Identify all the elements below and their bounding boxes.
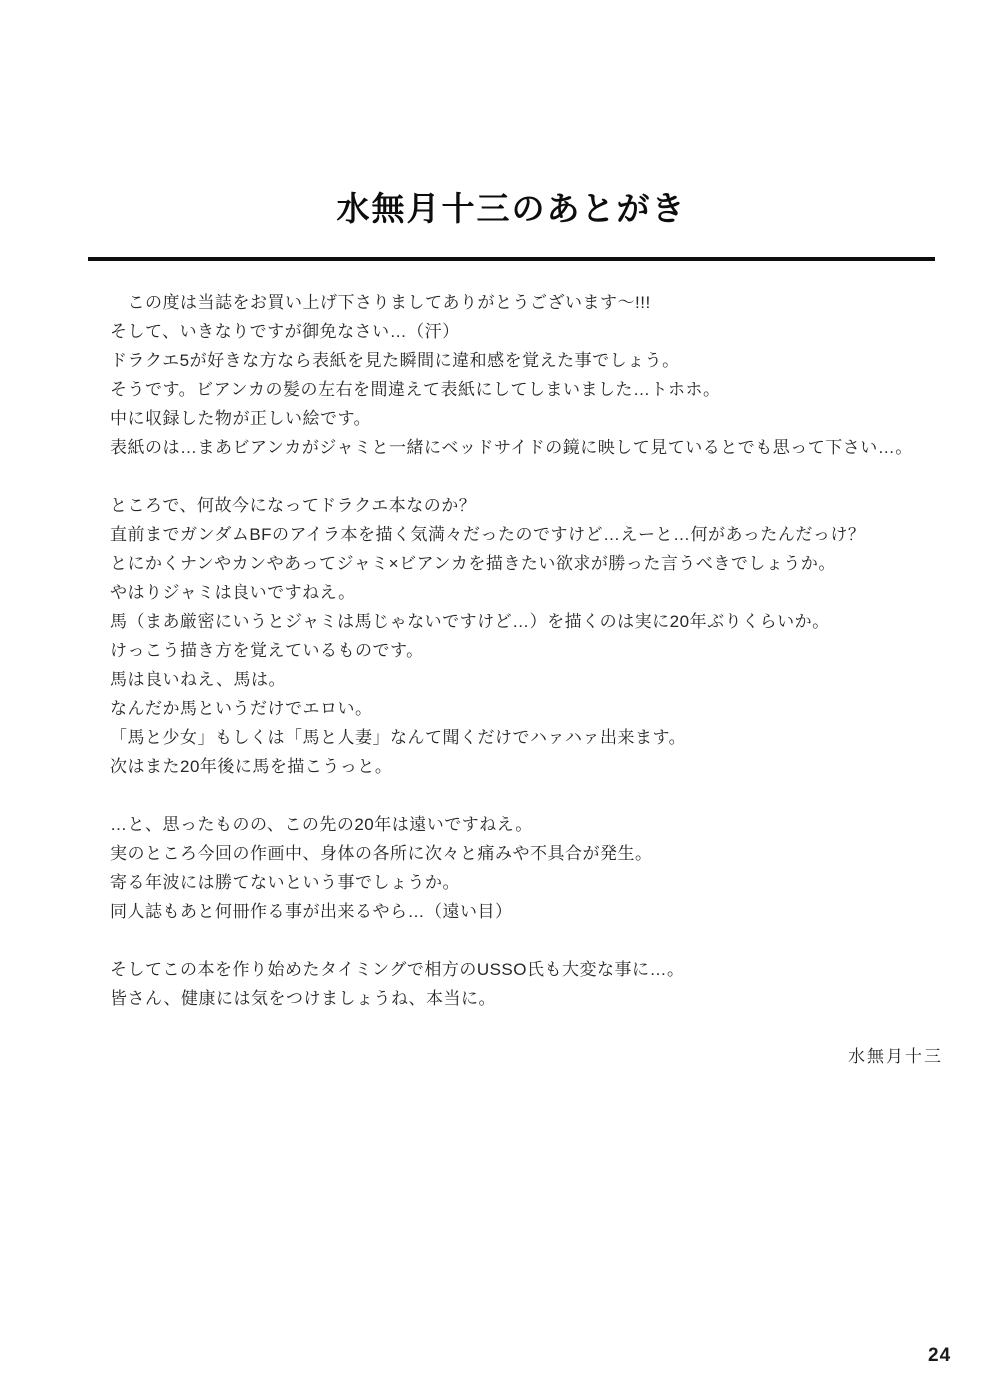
afterword-line: 次はまた20年後に馬を描こうっと。 [110, 757, 393, 776]
afterword-line: なんだか馬というだけでエロい。 [110, 699, 373, 718]
afterword-paragraph-2 [110, 491, 945, 781]
afterword-line: 馬（まあ厳密にいうとジャミは馬じゃないですけど…）を描くのは実に20年ぶりくらいか。 [110, 612, 830, 631]
afterword-body [110, 288, 945, 1071]
afterword-line: …と、思ったものの、この先の20年は遠いですねえ。 [110, 815, 533, 834]
afterword-line: 中に収録した物が正しい絵です。 [110, 409, 372, 428]
afterword-line: 「馬と少女」もしくは「馬と人妻」なんて聞くだけでハァハァ出来ます。 [110, 728, 687, 747]
afterword-line: 皆さん、健康には気をつけましょうね、本当に。 [110, 989, 497, 1008]
afterword-line: けっこう描き方を覚えているものです。 [110, 641, 424, 660]
afterword-line: とにかくナンやカンやあってジャミ×ビアンカを描きたい欲求が勝った言うべきでしょうか。 [110, 554, 836, 573]
afterword-paragraph-3 [110, 810, 945, 926]
afterword-paragraph-1 [110, 288, 945, 462]
afterword-line: 寄る年波には勝てないという事でしょうか。 [110, 873, 460, 892]
afterword-line: やはりジャミは良いですねえ。 [110, 583, 356, 602]
afterword-line: ドラクエ5が好きな方なら表紙を見た瞬間に違和感を覚えた事でしょう。 [110, 351, 680, 370]
afterword-line: 表紙のは…まあビアンカがジャミと一緒にベッドサイドの鏡に映して見ているとでも思って下さい…。 [110, 438, 913, 457]
afterword-line: 馬は良いねえ、馬は。 [110, 670, 287, 689]
author-signature: 水無月十三 [848, 1047, 943, 1066]
afterword-line: 直前までガンダムBFのアイラ本を描く気満々だったのですけど…えーと…何があったんだっけ？ [110, 525, 866, 544]
afterword-line: 実のところ今回の作画中、身体の各所に次々と痛みや不具合が発生。 [110, 844, 653, 863]
afterword-line: この度は当誌をお買い上げ下さりましてありがとうございます～!!! [110, 293, 651, 312]
afterword-line: そうです。ビアンカの髪の左右を間違えて表紙にしてしまいました…トホホ。 [110, 380, 721, 399]
afterword-line: そしてこの本を作り始めたタイミングで相方のUSSO氏も大変な事に…。 [110, 960, 685, 979]
afterword-paragraph-4 [110, 955, 945, 1013]
page-title: 水無月十三のあとがき [336, 190, 687, 227]
afterword-line: そして、いきなりですが御免なさい…（汗） [110, 322, 460, 341]
title-divider-rule [88, 257, 935, 261]
afterword-line: 同人誌もあと何冊作る事が出来るやら…（遠い目） [110, 902, 513, 921]
page-number: 24 [928, 1345, 952, 1366]
afterword-line: ところで、何故今になってドラクエ本なのか？ [110, 496, 477, 515]
